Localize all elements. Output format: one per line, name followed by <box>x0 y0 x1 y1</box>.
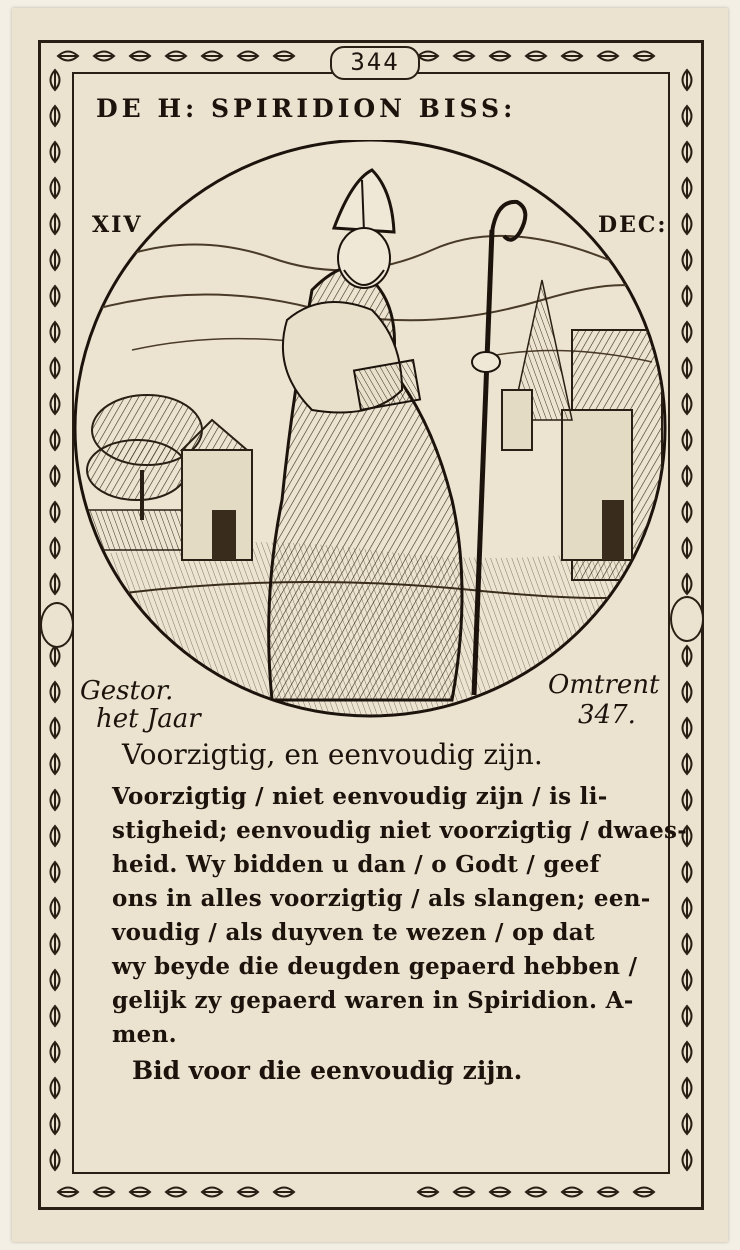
leaf-ornament <box>683 574 692 594</box>
body-line: Voorzigtig / niet eenvoudig zijn / is li- <box>112 783 608 810</box>
feast-month: DEC: <box>598 212 668 238</box>
leaf-ornament <box>562 1188 582 1197</box>
leaf-ornament <box>51 142 60 162</box>
caption-left-line1: Gestor. <box>80 676 174 706</box>
leaf-ornament <box>454 52 474 61</box>
leaf-ornament <box>683 754 692 774</box>
leaf-ornament <box>51 322 60 342</box>
leaf-ornament <box>51 430 60 450</box>
section-heading: Voorzigtig, en eenvoudig zijn. <box>122 738 543 771</box>
leaf-ornament <box>94 52 114 61</box>
page-title: DE H: SPIRIDION BISS: <box>96 94 517 123</box>
leaf-ornament <box>51 754 60 774</box>
left-ring-ornament <box>40 602 74 648</box>
leaf-ornament <box>51 1042 60 1062</box>
leaf-ornament <box>598 52 618 61</box>
leaf-ornament <box>634 1188 654 1197</box>
leaf-ornament <box>58 52 78 61</box>
leaf-ornament <box>683 106 692 126</box>
leaf-ornament <box>683 214 692 234</box>
leaf-ornament <box>130 1188 150 1197</box>
leaf-ornament <box>598 1188 618 1197</box>
leaf-ornament <box>51 286 60 306</box>
engraving-medallion <box>72 140 672 740</box>
leaf-ornament <box>683 646 692 666</box>
leaf-ornament <box>51 214 60 234</box>
leaf-ornament <box>562 52 582 61</box>
leaf-ornament <box>238 1188 258 1197</box>
leaf-ornament <box>51 682 60 702</box>
leaf-ornament <box>683 934 692 954</box>
leaf-ornament <box>94 1188 114 1197</box>
leaf-ornament <box>51 250 60 270</box>
right-ring-ornament <box>670 596 704 642</box>
prayer-line: Bid voor die eenvoudig zijn. <box>132 1056 523 1085</box>
leaf-ornament <box>51 178 60 198</box>
caption-left-line2: het Jaar <box>96 704 201 734</box>
leaf-ornament <box>683 358 692 378</box>
leaf-ornament <box>634 52 654 61</box>
leaf-ornament <box>418 52 438 61</box>
leaf-ornament <box>683 1114 692 1134</box>
leaf-ornament <box>683 1150 692 1170</box>
leaf-ornament <box>683 1042 692 1062</box>
leaf-ornament <box>51 70 60 90</box>
leaf-ornament <box>683 70 692 90</box>
leaf-ornament <box>526 1188 546 1197</box>
leaf-ornament <box>683 430 692 450</box>
leaf-ornament <box>683 286 692 306</box>
leaf-ornament <box>683 466 692 486</box>
body-line: voudig / als duyven te wezen / op dat <box>112 919 595 946</box>
leaf-ornament <box>683 502 692 522</box>
leaf-ornament <box>454 1188 474 1197</box>
leaf-ornament <box>683 790 692 810</box>
leaf-ornament <box>202 1188 222 1197</box>
leaf-ornament <box>683 718 692 738</box>
leaf-ornament <box>51 898 60 918</box>
caption-right-line1: Omtrent <box>548 670 660 700</box>
leaf-ornament <box>166 52 186 61</box>
leaf-ornament <box>683 394 692 414</box>
leaf-ornament <box>51 106 60 126</box>
leaf-ornament <box>683 682 692 702</box>
leaf-ornament <box>683 538 692 558</box>
leaf-ornament <box>683 1006 692 1026</box>
leaf-ornament <box>683 142 692 162</box>
leaf-ornament <box>683 1078 692 1098</box>
leaf-ornament <box>274 52 294 61</box>
leaf-ornament <box>683 862 692 882</box>
leaf-ornament <box>51 394 60 414</box>
leaf-ornament <box>526 52 546 61</box>
leaf-ornament <box>51 862 60 882</box>
leaf-ornament <box>683 250 692 270</box>
leaf-ornament <box>51 466 60 486</box>
leaf-ornament <box>490 52 510 61</box>
leaf-ornament <box>51 646 60 666</box>
leaf-ornament <box>51 538 60 558</box>
leaf-ornament <box>490 1188 510 1197</box>
leaf-ornament <box>130 52 150 61</box>
leaf-ornament <box>51 1114 60 1134</box>
leaf-ornament <box>51 970 60 990</box>
body-paragraph <box>112 780 688 1052</box>
leaf-ornament <box>683 322 692 342</box>
body-line: wy beyde die deugden gepaerd hebben / <box>112 953 638 980</box>
leaf-ornament <box>202 52 222 61</box>
caption-right-line2: 347. <box>578 700 636 730</box>
feast-day: XIV <box>92 212 143 238</box>
leaf-ornament <box>238 52 258 61</box>
leaf-ornament <box>51 1006 60 1026</box>
leaf-ornament <box>51 1150 60 1170</box>
leaf-ornament <box>166 1188 186 1197</box>
leaf-ornament <box>58 1188 78 1197</box>
body-line: men. <box>112 1021 177 1048</box>
body-line: gelijk zy gepaerd waren in Spiridion. A- <box>112 987 634 1014</box>
leaf-ornament <box>418 1188 438 1197</box>
leaf-ornament <box>51 358 60 378</box>
body-line: heid. Wy bidden u dan / o Godt / geef <box>112 851 600 878</box>
body-line: ons in alles voorzigtig / als slangen; een- <box>112 885 651 912</box>
leaf-ornament <box>51 1078 60 1098</box>
leaf-ornament <box>51 718 60 738</box>
leaf-ornament <box>683 178 692 198</box>
leaf-ornament <box>51 934 60 954</box>
leaf-ornament <box>51 574 60 594</box>
leaf-ornament <box>683 970 692 990</box>
body-line: stigheid; eenvoudig niet voorzigtig / dwaes- <box>112 817 688 844</box>
leaf-ornament <box>51 502 60 522</box>
leaf-ornament <box>274 1188 294 1197</box>
page-number: 344 <box>330 46 420 80</box>
leaf-ornament <box>51 790 60 810</box>
leaf-ornament <box>683 898 692 918</box>
leaf-ornament <box>51 826 60 846</box>
